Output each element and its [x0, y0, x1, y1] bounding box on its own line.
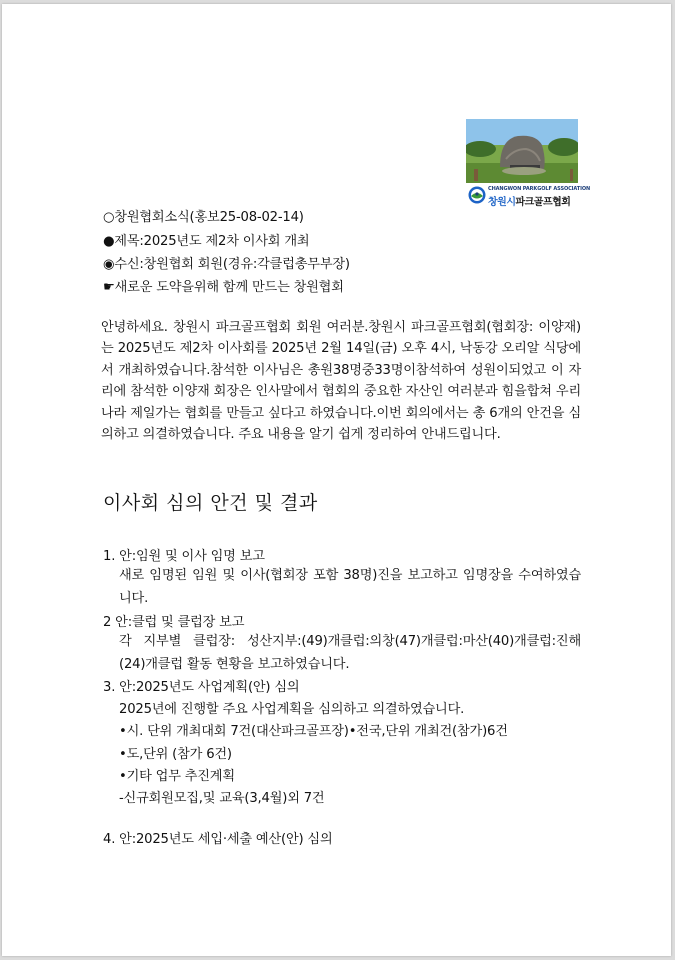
logo-caption — [466, 183, 591, 208]
agenda-item-3-title: 3. 안:2025년도 사업계획(안) 심의 — [103, 680, 300, 695]
agenda-item-3-detail-4: •기타 업무 추진계획 — [119, 769, 235, 784]
logo-korean-name — [488, 193, 570, 208]
intro-paragraph: 안녕하세요. 창원시 파크골프협회 회원 여러분.창원시 파크골프협회(협회장: 이양재)는 2025년도 제2차 이사회를 2025년 2월 14일(금) 오후 4시, 낙동강 오리알 식당에서 개최하였습니다.참석한 이사님은 총원38명중33명이참석하여 성원이되었고 이 자리에 참석한 이양재 회장은 인사말에서 협회의 중요한 자산인 여러분과 힘을합쳐 우리나라 제일가는 협회를 만들고 싶다고 하였습니다.이번 회의에서는 총 6개의 안건을 심의하고 의결하였습니다. 주요 내용을 알기 쉽게 정리하여 안내드립니다. — [101, 320, 581, 443]
document-page — [2, 4, 671, 956]
agenda-item-3-detail-3: •도,단위 (참가 6건) — [119, 747, 232, 762]
agenda-item-4-title: 4. 안:2025년도 세입·세출 예산(안) 심의 — [103, 832, 333, 847]
park-photo — [466, 119, 578, 183]
agenda-item-2-detail: 각 지부별 클럽장: 성산지부:(49)개클럽:의창(47)개클럽:마산(40)개클럽:진해(24)개클럽 활동 현황을 보고하였습니다. — [119, 634, 581, 672]
subject-line: ●제목:2025년도 제2차 이사회 개최 — [103, 234, 310, 249]
logo-korean-org: 파크골프협회 — [515, 197, 571, 208]
logo-korean-city: 창원시 — [488, 197, 516, 208]
agenda-item-1-title: 1. 안:임원 및 이사 임명 보고 — [103, 549, 265, 564]
recipient-line: ◉수신:창원협회 회원(경유:각클럽총무부장) — [103, 257, 350, 272]
section-title: 이사회 심의 안건 및 결과 — [103, 492, 318, 514]
agenda-item-3-detail-5: -신규회원모집,및 교육(3,4월)외 7건 — [119, 791, 325, 806]
association-logo — [466, 119, 591, 208]
logo-english-name: CHANGWON PARKGOLF ASSOCIATION — [488, 186, 591, 192]
news-label: ○창원협회소식(홍보25-08-02-14) — [103, 210, 304, 225]
agenda-item-2-title: 2 안:클럽 및 클럽장 보고 — [103, 615, 245, 630]
slogan-line: ☛새로운 도약을위해 함께 만드는 창원협회 — [103, 280, 344, 295]
agenda-item-1-detail: 새로 임명된 임원 및 이사(협회장 포함 38명)진을 보고하고 임명장을 수여하였습니다. — [119, 568, 581, 606]
agenda-item-3-detail-1: 2025년에 진행할 주요 사업계획을 심의하고 의결하였습니다. — [119, 702, 465, 717]
emblem-icon — [468, 186, 486, 204]
agenda-item-3-detail-2: •시. 단위 개최대회 7건(대산파크골프장)•전국,단위 개최건(참가)6건 — [119, 724, 508, 739]
